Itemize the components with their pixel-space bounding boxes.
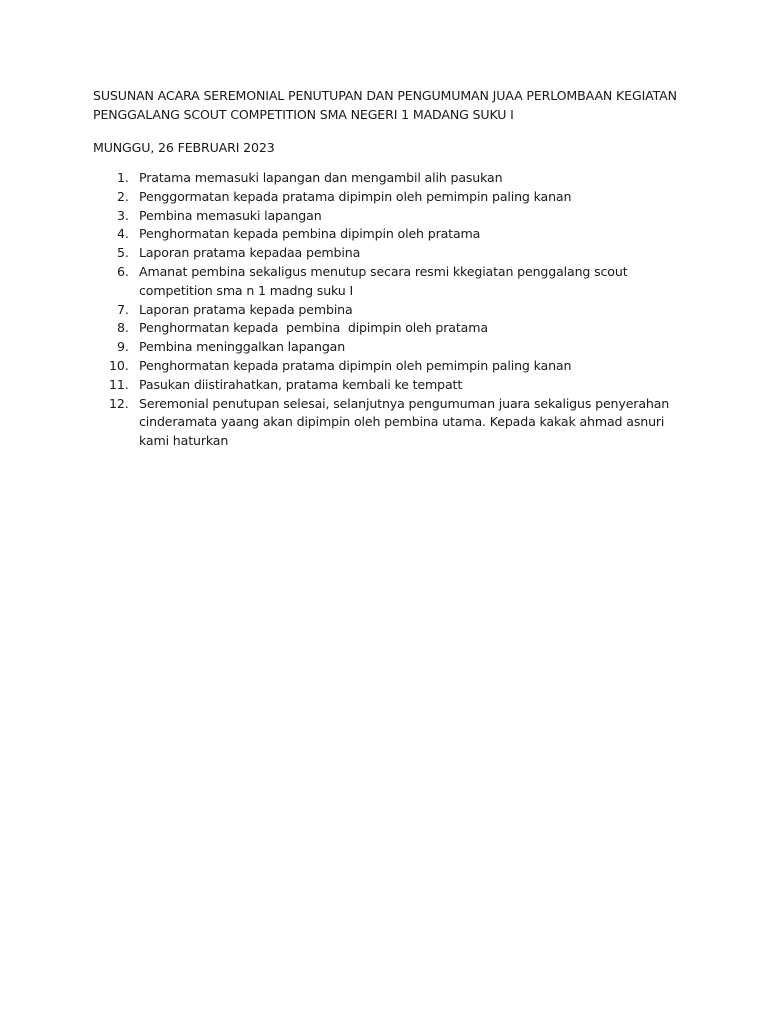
- document-title: SUSUNAN ACARA SEREMONIAL PENUTUPAN DAN PENGUMUMAN JUAA PERLOMBAAN KEGIATAN PENGGALANG SCOUT COMPETITION SMA NEGERI 1 MADANG SUKU I: [93, 88, 677, 122]
- agenda-item-text: Penghormatan kepada pratama dipimpin oleh pemimpin paling kanan: [139, 357, 572, 373]
- agenda-item-number: 10.: [109, 357, 129, 373]
- agenda-item-number: 2.: [117, 188, 129, 204]
- agenda-item: [93, 244, 683, 263]
- agenda-item-number: 1.: [117, 170, 129, 185]
- agenda-item: [93, 338, 683, 357]
- agenda-item: [93, 301, 683, 320]
- agenda-item-number: 9.: [117, 339, 129, 355]
- agenda-item-number: 11.: [109, 376, 129, 392]
- agenda-item: [93, 225, 683, 244]
- agenda-list: [93, 169, 683, 451]
- agenda-item: [93, 169, 683, 188]
- agenda-item-text: Seremonial penutupan selesai, selanjutnya pengumuman juara sekaligus penyerahan cinderamata yaang akan dipimpin oleh pembina utama. Kepada kakak ahmad asnuri kami haturkan: [139, 395, 673, 449]
- document-date: MUNGGU, 26 FEBRUARI 2023: [93, 140, 275, 155]
- agenda-item: [93, 376, 683, 395]
- agenda-item: [93, 319, 683, 338]
- agenda-item: [93, 357, 683, 376]
- agenda-item-number: 3.: [117, 207, 129, 223]
- agenda-item: [93, 188, 683, 207]
- agenda-item-number: 5.: [117, 245, 129, 261]
- agenda-item-number: 6.: [117, 263, 129, 279]
- agenda-item-text: Laporan pratama kepada pembina: [139, 301, 353, 317]
- agenda-item-text: Penghormatan kepada pembina dipimpin oleh pratama: [139, 226, 481, 242]
- agenda-item-number: 4.: [117, 226, 129, 242]
- agenda-item: [93, 395, 683, 451]
- agenda-item-text: Laporan pratama kepadaa pembina: [139, 245, 361, 261]
- agenda-item-text: Pratama memasuki lapangan dan mengambil alih pasukan: [139, 170, 503, 185]
- agenda-item-text: Penggormatan kepada pratama dipimpin oleh pemimpin paling kanan: [139, 188, 572, 204]
- agenda-item: [93, 263, 683, 301]
- agenda-item-number: 7.: [117, 301, 129, 317]
- agenda-item-text: Pasukan diistirahatkan, pratama kembali ke tempatt: [139, 376, 463, 392]
- agenda-item-text: Pembina memasuki lapangan: [139, 207, 322, 223]
- document-body: [93, 86, 683, 451]
- agenda-item: [93, 207, 683, 226]
- agenda-item-text: Penghormatan kepada pembina dipimpin oleh pratama: [139, 320, 488, 336]
- agenda-item-text: Pembina meninggalkan lapangan: [139, 339, 346, 355]
- agenda-item-number: 12.: [109, 395, 129, 411]
- agenda-item-number: 8.: [117, 320, 129, 336]
- agenda-item-text: Amanat pembina sekaligus menutup secara resmi kkegiatan penggalang scout competition sma n 1 madng suku I: [139, 263, 632, 298]
